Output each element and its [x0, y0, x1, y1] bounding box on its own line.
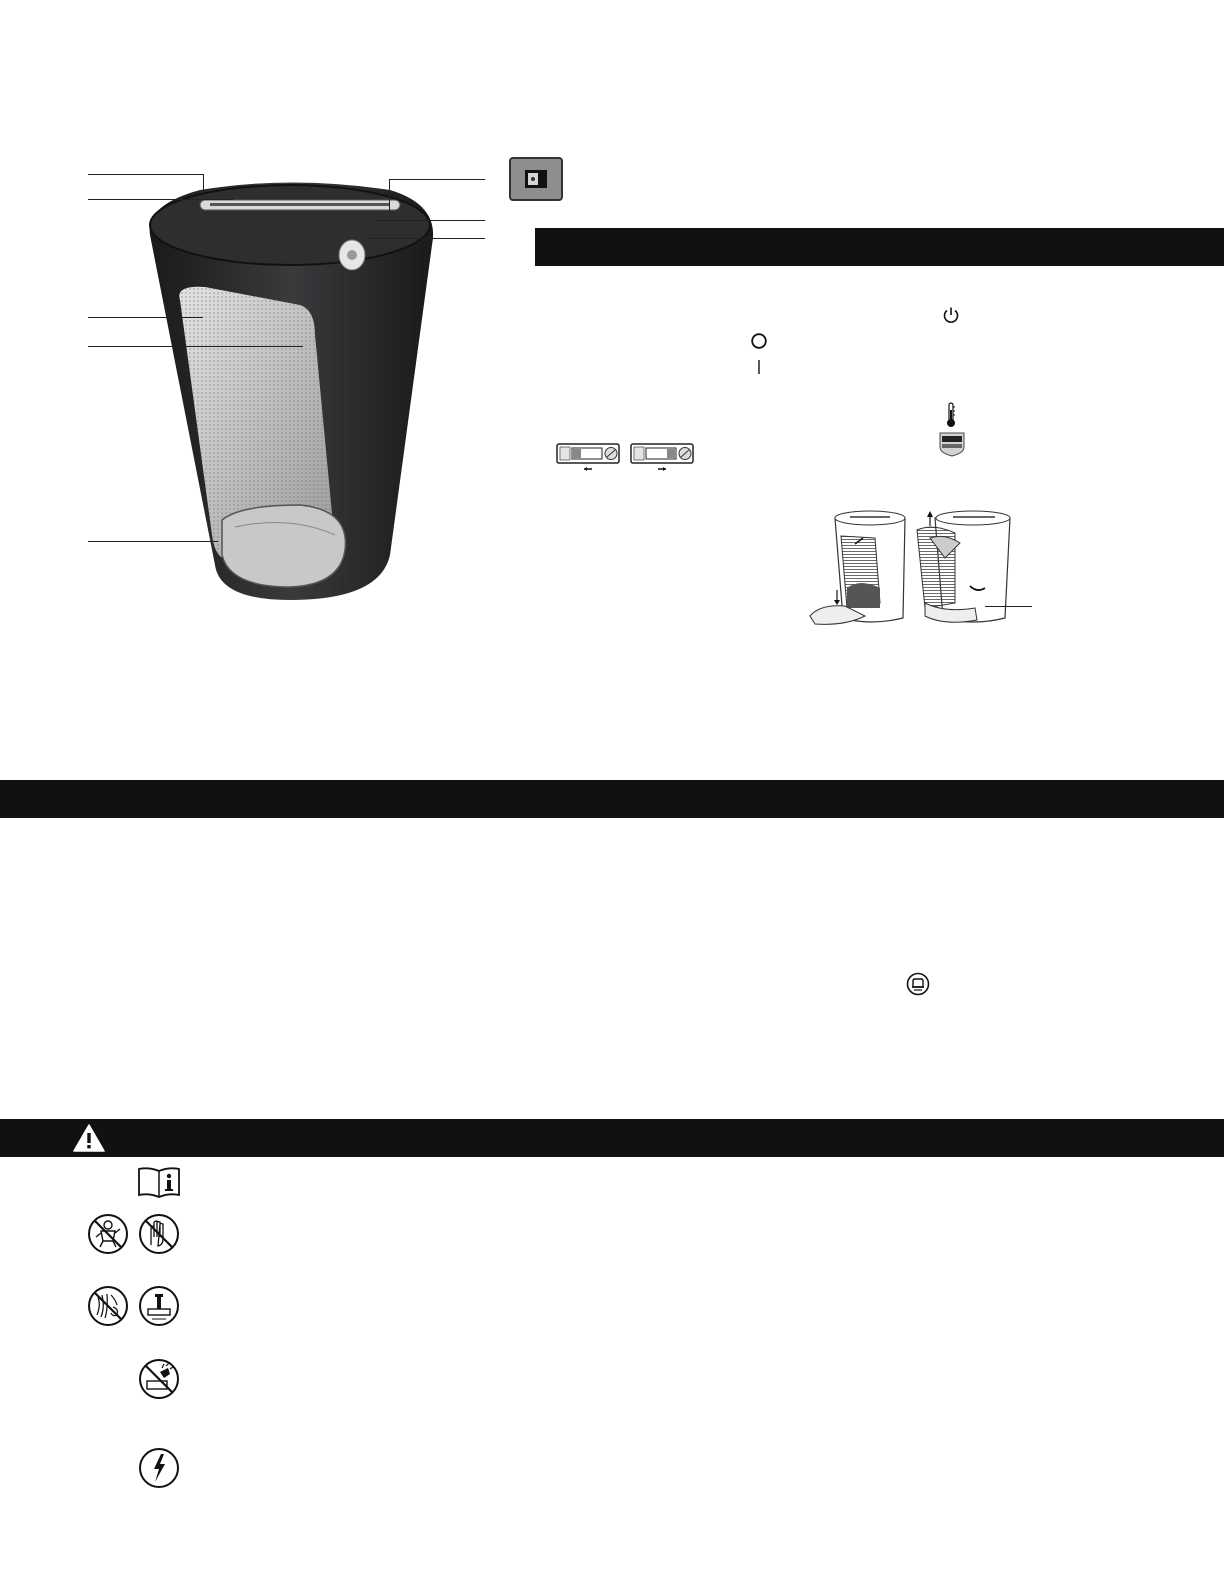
- no-hands-icon: [138, 1213, 180, 1255]
- slider-left-indicator: [556, 443, 620, 473]
- leader-line-9: [985, 606, 1032, 607]
- no-hair-icon: [87, 1285, 129, 1327]
- thermometer-icon: [945, 402, 957, 428]
- rocker-switch-icon: [509, 157, 563, 201]
- leader-line-6: [389, 179, 485, 180]
- leader-line-6-drop: [389, 179, 390, 212]
- safesense-badge-icon: [937, 431, 967, 457]
- no-aerosol-icon: [138, 1285, 180, 1327]
- off-circle-icon: [750, 332, 768, 350]
- section-header-band-middle: [0, 780, 1224, 818]
- electric-shock-icon: [138, 1447, 180, 1489]
- leader-line-5: [88, 541, 218, 542]
- warning-triangle-icon: [72, 1123, 106, 1153]
- leader-line-3: [88, 317, 203, 318]
- on-bar-icon: [757, 360, 761, 374]
- section-header-band-right: [535, 228, 1224, 266]
- leader-line-7: [375, 220, 485, 221]
- power-icon: [942, 306, 960, 324]
- no-children-icon: [87, 1213, 129, 1255]
- no-liquid-icon: [138, 1358, 180, 1400]
- leader-line-1: [88, 174, 203, 175]
- slider-right-indicator: [630, 443, 694, 473]
- leader-line-8: [368, 238, 485, 239]
- read-manual-icon: [137, 1166, 181, 1198]
- leader-line-2: [88, 199, 233, 200]
- bin-removal-illustration: [805, 508, 1020, 630]
- bin-open-icon: [906, 972, 930, 996]
- leader-line-1-drop: [203, 174, 204, 198]
- warning-band: [0, 1119, 1224, 1157]
- leader-line-4: [88, 346, 303, 347]
